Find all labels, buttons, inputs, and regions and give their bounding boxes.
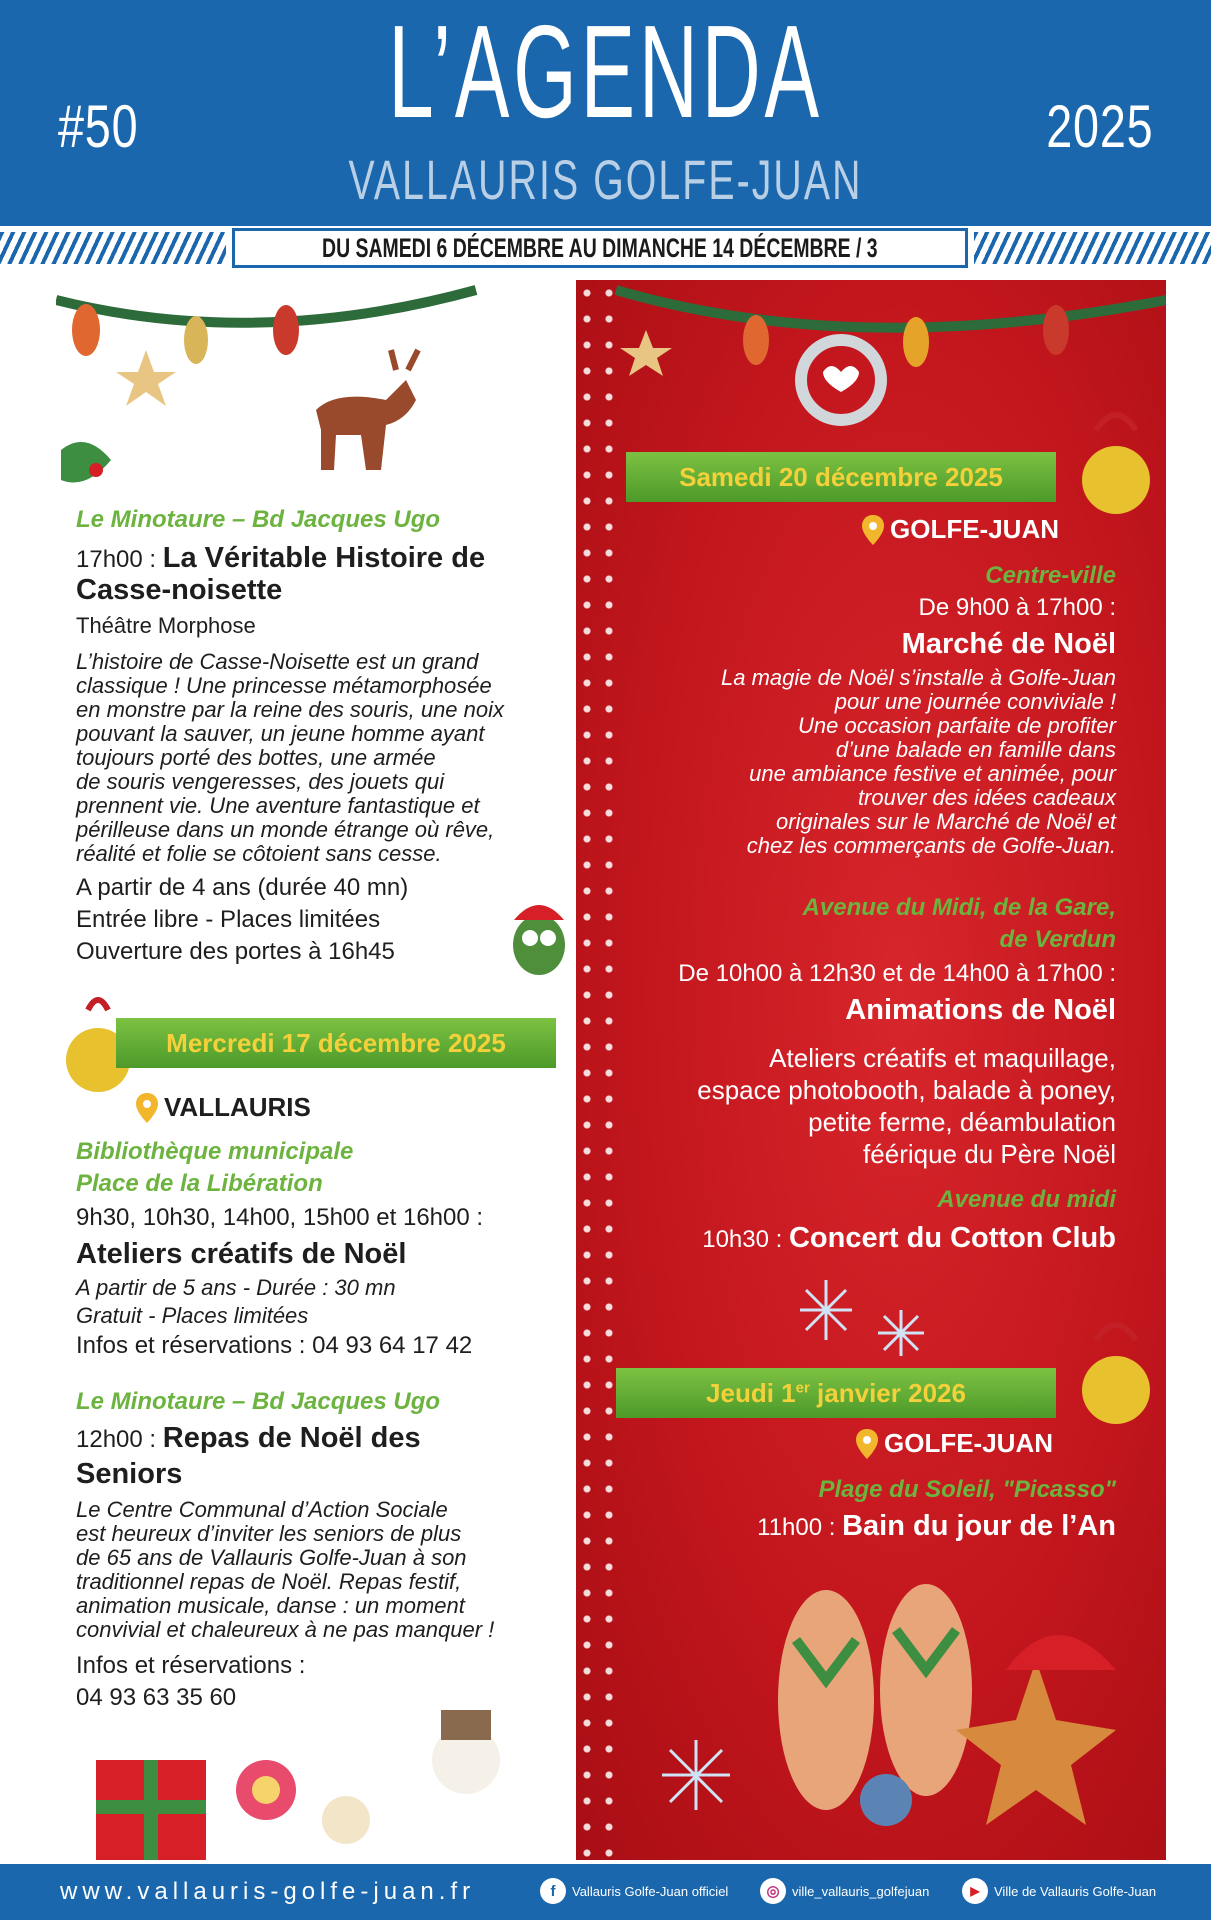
date-ribbon-jeudi-sup: er — [795, 1378, 810, 1396]
date-ribbon-samedi-text: Samedi 20 décembre 2025 — [679, 461, 1003, 492]
gifts-sweets-decoration — [56, 1700, 576, 1860]
event1-age: A partir de 4 ans (durée 40 mn) — [76, 874, 409, 901]
year-label: 2025 — [1045, 93, 1153, 160]
town-golfe-juan-2 — [856, 1428, 1053, 1459]
event1-title-line1 — [76, 542, 485, 575]
event2-times: 9h30, 10h30, 14h00, 15h00 et 16h00 : — [76, 1204, 484, 1231]
market-venue: Centre-ville — [985, 562, 1116, 589]
youtube-icon: ▶ — [962, 1878, 988, 1904]
event3-desc-line: traditionnel repas de Noël. Repas festif, — [76, 1569, 462, 1594]
facebook-link[interactable] — [540, 1878, 728, 1904]
page-subtitle: VALLAURIS GOLFE-JUAN — [348, 148, 863, 211]
market-description — [616, 666, 1116, 858]
event2-price: Gratuit - Places limitées — [76, 1303, 309, 1328]
event2-venue-a: Bibliothèque municipale — [76, 1138, 354, 1165]
market-desc-line: trouver des idées cadeaux — [857, 785, 1116, 810]
concert-venue: Avenue du midi — [937, 1186, 1116, 1213]
snowflake-icon — [656, 1730, 736, 1820]
event3-desc-line: Le Centre Communal d’Action Sociale — [76, 1497, 448, 1522]
market-desc-line: Une occasion parfaite de profiter — [798, 713, 1116, 738]
event1-company: Théâtre Morphose — [76, 613, 256, 638]
wreath-ornament-icon — [786, 320, 896, 440]
event2-info: Infos et réservations : 04 93 64 17 42 — [76, 1332, 473, 1359]
event2-venue-b: Place de la Libération — [76, 1170, 323, 1197]
holly-icon — [56, 420, 126, 510]
issue-number: #50 — [58, 93, 139, 160]
market-title: Marché de Noël — [901, 628, 1116, 660]
event3-desc-line: convivial et chaleureux à ne pas manquer ! — [76, 1617, 495, 1642]
agenda-content — [56, 280, 1166, 1860]
garland-decoration — [56, 280, 1166, 420]
event3-title-a: Repas de Noël des — [162, 1422, 421, 1454]
market-desc-line: La magie de Noël s’installe à Golfe-Juan — [720, 665, 1116, 690]
animations-venue-b: de Verdun — [999, 926, 1116, 953]
snowflake-icon — [796, 1270, 936, 1360]
date-ribbon-mercredi-text: Mercredi 17 décembre 2025 — [166, 1027, 506, 1058]
event3-time: 12h00 : — [76, 1426, 163, 1453]
concert-title-line — [702, 1222, 1116, 1255]
youtube-link[interactable] — [962, 1878, 1156, 1904]
town-golfe-juan-1-label: GOLFE-JUAN — [890, 514, 1059, 544]
market-desc-line: originales sur le Marché de Noël et — [776, 809, 1116, 834]
instagram-link[interactable] — [760, 1878, 929, 1904]
reindeer-ornament-icon — [296, 340, 436, 490]
market-desc-line: chez les commerçants de Golfe-Juan. — [746, 833, 1116, 858]
animations-description — [616, 1042, 1116, 1170]
event3-desc-line: animation musicale, danse : un moment — [76, 1593, 465, 1618]
town-vallauris — [136, 1092, 311, 1123]
animations-desc-line: petite ferme, déambulation — [808, 1107, 1116, 1137]
event2-age: A partir de 5 ans - Durée : 30 mn — [76, 1275, 396, 1300]
event1-title-a: La Véritable Histoire de — [162, 542, 486, 574]
instagram-icon: ◎ — [760, 1878, 786, 1904]
event3-phone: 04 93 63 35 60 — [76, 1684, 237, 1711]
bauble-icon — [1066, 400, 1166, 530]
event1-desc-line: réalité et folie se côtoient sans cesse. — [76, 841, 442, 866]
date-ribbon-jeudi-text — [706, 1378, 966, 1409]
bath-title: Bain du jour de l’An — [842, 1510, 1116, 1542]
event2-title: Ateliers créatifs de Noël — [76, 1238, 407, 1270]
date-range-band — [232, 228, 968, 268]
flip-flops-decoration — [756, 1580, 1136, 1840]
town-golfe-juan-1 — [862, 514, 1059, 545]
town-golfe-juan-2-label: GOLFE-JUAN — [884, 1428, 1053, 1458]
location-pin-icon — [136, 1093, 158, 1123]
event1-desc-line: prennent vie. Une aventure fantastique et — [76, 793, 480, 818]
bath-time: 11h00 : — [757, 1514, 843, 1541]
date-range-text: DU SAMEDI 6 DÉCEMBRE AU DIMANCHE 14 DÉCEMBRE / 3 — [322, 232, 878, 263]
owl-ornament-icon — [504, 890, 574, 980]
facebook-label: Vallauris Golfe-Juan officiel — [572, 1883, 729, 1899]
market-desc-line: pour une journée conviviale ! — [834, 689, 1116, 714]
market-desc-line: une ambiance festive et animée, pour — [749, 761, 1116, 786]
event1-desc-line: en monstre par la reine des souris, une noix — [76, 697, 505, 722]
event3-desc-line: est heureux d’inviter les seniors de plus — [76, 1521, 462, 1546]
event1-description — [76, 650, 566, 866]
event3-desc-line: de 65 ans de Vallauris Golfe-Juan à son — [76, 1545, 467, 1570]
concert-title: Concert du Cotton Club — [788, 1222, 1116, 1254]
event1-desc-line: de souris vengeresses, des jouets qui — [76, 769, 445, 794]
date-ribbon-jeudi-rest: janvier 2026 — [809, 1377, 966, 1408]
date-ribbon-jeudi-day: Jeudi 1 — [706, 1377, 796, 1408]
youtube-label: Ville de Vallauris Golfe-Juan — [994, 1883, 1157, 1899]
bath-title-line — [757, 1510, 1116, 1543]
location-pin-icon — [862, 515, 884, 545]
concert-time: 10h30 : — [702, 1226, 789, 1253]
town-vallauris-label: VALLAURIS — [164, 1092, 311, 1122]
date-ribbon-mercredi — [116, 1018, 556, 1068]
header-banner — [0, 0, 1211, 226]
event1-venue: Le Minotaure – Bd Jacques Ugo — [76, 506, 441, 533]
event3-info-label: Infos et réservations : — [76, 1652, 306, 1679]
event1-doors: Ouverture des portes à 16h45 — [76, 938, 395, 965]
website-link[interactable]: www.vallauris-golfe-juan.fr — [60, 1878, 476, 1905]
event1-title-b: Casse-noisette — [76, 574, 283, 606]
location-pin-icon — [856, 1429, 878, 1459]
bath-venue: Plage du Soleil, "Picasso" — [818, 1476, 1116, 1503]
animations-desc-line: féérique du Père Noël — [863, 1139, 1116, 1169]
facebook-icon: f — [540, 1878, 566, 1904]
market-time: De 9h00 à 17h00 : — [918, 594, 1116, 621]
bauble-icon — [1066, 1310, 1166, 1440]
event1-time: 17h00 : — [76, 546, 163, 573]
event1-desc-line: périlleuse dans un monde étrange où rêve, — [76, 817, 495, 842]
hatch-decoration-left — [0, 232, 226, 264]
page-title: L’AGENDA — [388, 0, 823, 145]
date-ribbon-jeudi — [616, 1368, 1056, 1418]
animations-time: De 10h00 à 12h30 et de 14h00 à 17h00 : — [678, 960, 1116, 987]
event3-title-line1 — [76, 1422, 421, 1455]
market-desc-line: d’une balade en famille dans — [835, 737, 1116, 762]
event1-desc-line: classique ! Une princesse métamorphosée — [76, 673, 492, 698]
date-ribbon-samedi — [626, 452, 1056, 502]
animations-title: Animations de Noël — [845, 994, 1116, 1026]
event3-description — [76, 1498, 576, 1642]
footer-bar — [0, 1864, 1211, 1920]
event1-desc-line: L’histoire de Casse-Noisette est un grand — [76, 649, 479, 674]
event3-venue: Le Minotaure – Bd Jacques Ugo — [76, 1388, 441, 1415]
event3-title-b: Seniors — [76, 1458, 183, 1490]
animations-venue-a: Avenue du Midi, de la Gare, — [802, 894, 1116, 921]
event1-desc-line: toujours porté des bottes, une armée — [76, 745, 436, 770]
hatch-decoration-right — [974, 232, 1211, 264]
event1-desc-line: pouvant la sauver, un jeune homme ayant — [76, 721, 485, 746]
event1-entry: Entrée libre - Places limitées — [76, 906, 381, 933]
animations-desc-line: espace photobooth, balade à poney, — [697, 1075, 1116, 1105]
instagram-label: ville_vallauris_golfejuan — [792, 1883, 930, 1899]
animations-desc-line: Ateliers créatifs et maquillage, — [769, 1043, 1116, 1073]
